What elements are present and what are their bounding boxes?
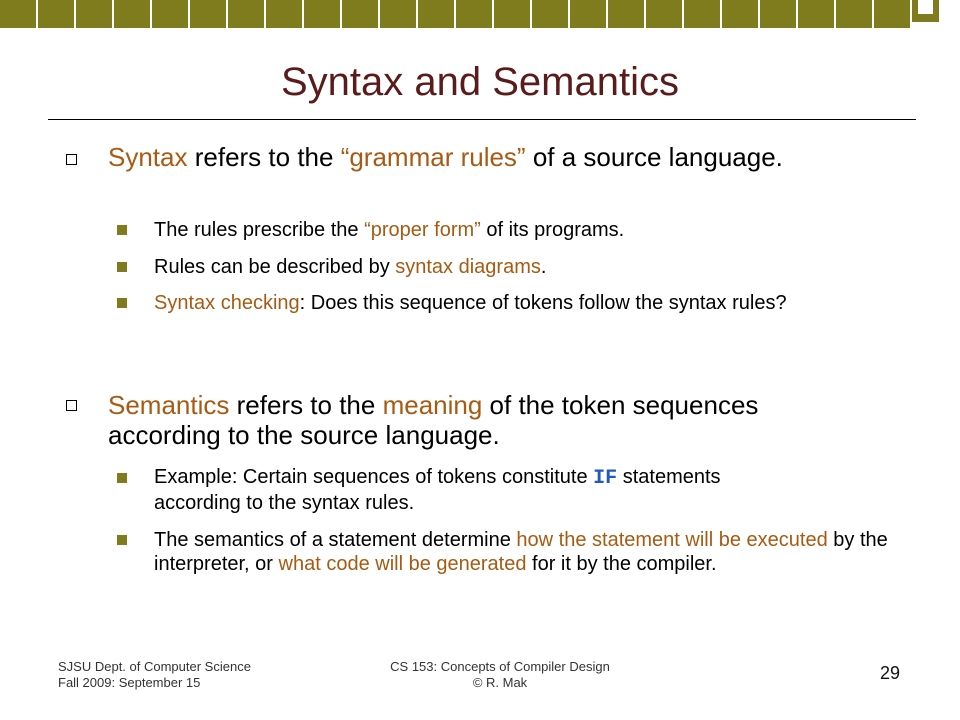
filled-square-bullet-icon [117, 473, 127, 483]
sub-bullet-text: for it by the compiler. [526, 553, 717, 575]
filled-square-bullet-icon [117, 535, 127, 545]
filled-square-bullet-icon [117, 262, 127, 272]
sub-bullet-proper-form [154, 218, 914, 242]
sub-bullet-text: of its programs. [480, 219, 625, 241]
term-meaning: meaning [382, 390, 483, 420]
sub-bullet-text: by the interpreter, or [154, 529, 888, 575]
term-how-executed: how the statement will be executed [516, 529, 828, 551]
hollow-square-bullet-icon [66, 400, 77, 411]
sub-bullet-text: Rules can be described by [154, 256, 396, 278]
filled-square-bullet-icon [117, 225, 127, 235]
slide-title: Syntax and Semantics [281, 60, 679, 104]
sub-bullet-text: The semantics of a statement determine [154, 529, 517, 551]
footer-author: © R. Mak [472, 675, 528, 690]
footer-course: CS 153: Concepts of Compiler Design [390, 659, 610, 674]
bullet-semantics [108, 390, 828, 450]
bullet-text: refers to the [187, 142, 341, 172]
sub-bullet-text: The rules prescribe the [154, 219, 365, 241]
sub-bullet-text: statements according to the syntax rules. [154, 466, 721, 514]
sub-bullet-syntax-diagrams [154, 255, 914, 279]
page-number: 29 [880, 663, 901, 683]
bullet-text: of the token sequences according to the source language. [108, 390, 759, 450]
sub-bullet-text: Example: Certain sequences of tokens constitute [154, 466, 594, 488]
footer-date: Fall 2009: September 15 [58, 675, 201, 690]
term-semantics: Semantics [108, 390, 230, 420]
filled-square-bullet-icon [117, 298, 127, 308]
term-syntax-diagrams: syntax diagrams [395, 256, 541, 278]
sub-bullet-syntax-checking [154, 291, 854, 315]
hollow-square-bullet-icon [66, 154, 77, 165]
sub-bullet-text: . [540, 256, 547, 278]
bullet-text: refers to the [229, 390, 383, 420]
term-proper-form: “proper form” [364, 219, 481, 241]
bullet-text: of a source language. [525, 142, 783, 172]
code-if-keyword: IF [593, 467, 618, 490]
sub-bullet-semantics-statement [154, 528, 914, 576]
footer-left [58, 659, 251, 691]
sub-bullet-example-if [154, 465, 794, 515]
footer-center [380, 659, 620, 691]
term-syntax-checking: Syntax checking [154, 292, 300, 314]
bullet-syntax [108, 142, 908, 172]
term-what-code: what code will be generated [278, 553, 527, 575]
term-grammar-rules: “grammar rules” [340, 142, 526, 172]
term-syntax: Syntax [108, 142, 188, 172]
footer-dept: SJSU Dept. of Computer Science [58, 659, 251, 674]
sub-bullet-text: : Does this sequence of tokens follow the syntax rules? [299, 292, 787, 314]
